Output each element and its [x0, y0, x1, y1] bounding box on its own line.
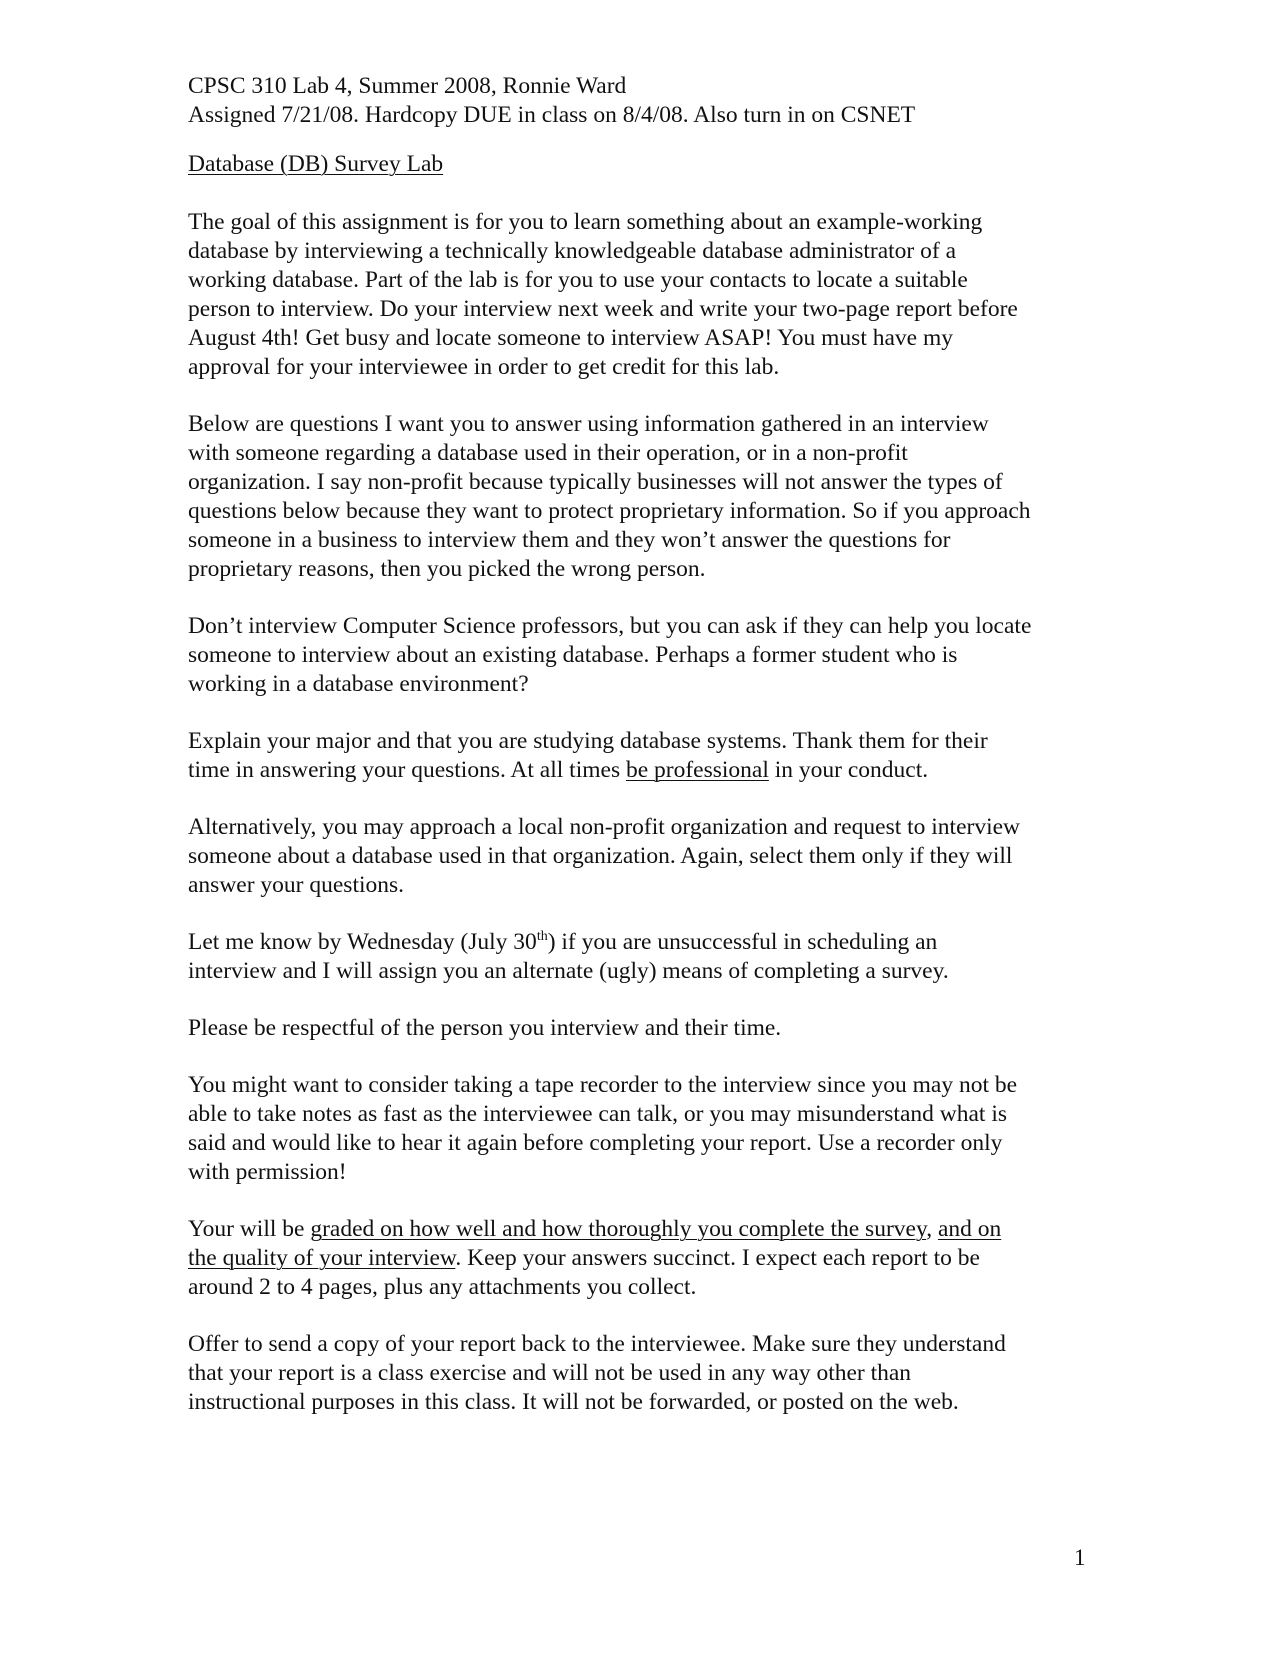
text-run: Let me know by Wednesday (July 30 [188, 929, 537, 955]
paragraph-line: Alternatively, you may approach a local non-profit organization and request to interview [188, 814, 1021, 840]
be-professional-underlined: be professional [625, 757, 769, 783]
paragraph-line: someone in a business to interview them and they won’t answer the questions for [188, 527, 951, 553]
paragraph-line [188, 1215, 1108, 1244]
paragraph-line [188, 756, 1108, 785]
paragraph-line: working database. Part of the lab is for you to use your contacts to locate a suitable [188, 267, 968, 293]
paragraph-line: The goal of this assignment is for you to learn something about an example-working [188, 209, 983, 235]
paragraph-line: with someone regarding a database used in their operation, or in a non-profit [188, 440, 908, 466]
paragraph-offer [188, 1330, 1108, 1417]
document-header [188, 72, 1108, 130]
ordinal-superscript: th [536, 929, 548, 945]
paragraph-graded [188, 1215, 1108, 1302]
paragraph-line: database by interviewing a technically knowledgeable database administrator of a [188, 238, 957, 264]
paragraph-line: interview and I will assign you an alternate (ugly) means of completing a survey. [188, 958, 949, 984]
text-run: Your will be [188, 1216, 311, 1242]
paragraph-professors [188, 612, 1108, 699]
graded-underlined: graded on how well and how thoroughly you complete the survey [310, 1216, 927, 1242]
paragraph-line: organization. I say non-profit because typically businesses will not answer the types of [188, 469, 1003, 495]
paragraph-let-me-know [188, 928, 1108, 986]
text-run: , [926, 1216, 938, 1242]
paragraph-line: Below are questions I want you to answer using information gathered in an interview [188, 411, 989, 437]
paragraph-explain [188, 727, 1108, 785]
page-number: 1 [1074, 1545, 1086, 1570]
document-page [188, 72, 1108, 1417]
paragraph-line: someone to interview about an existing database. Perhaps a former student who is [188, 642, 958, 668]
paragraph-line: around 2 to 4 pages, plus any attachments you collect. [188, 1274, 697, 1300]
paragraph-line: proprietary reasons, then you picked the wrong person. [188, 556, 706, 582]
and-on-underlined: and on [937, 1216, 1002, 1242]
paragraph-line: person to interview. Do your interview next week and write your two-page report before [188, 296, 1018, 322]
header-course-line: CPSC 310 Lab 4, Summer 2008, Ronnie Ward [188, 73, 627, 99]
text-run: in your conduct. [768, 757, 929, 783]
text-run: . Keep your answers succinct. I expect each report to be [455, 1245, 980, 1271]
paragraph-line: Don’t interview Computer Science professors, but you can ask if they can help you locate [188, 613, 1032, 639]
paragraph-line: answer your questions. [188, 872, 405, 898]
paragraph-alternatively [188, 813, 1108, 900]
paragraph-line: Please be respectful of the person you interview and their time. [188, 1015, 782, 1041]
paragraph-line: that your report is a class exercise and will not be used in any way other than [188, 1360, 912, 1386]
paragraph-line: said and would like to hear it again before completing your report. Use a recorder only [188, 1130, 1003, 1156]
paragraph-questions [188, 410, 1108, 584]
paragraph-line: with permission! [188, 1159, 347, 1185]
paragraph-goal [188, 208, 1108, 382]
paragraph-line: Offer to send a copy of your report back to the interviewee. Make sure they understand [188, 1331, 1006, 1357]
quality-underlined: the quality of your interview [188, 1245, 456, 1271]
lab-title: Database (DB) Survey Lab [188, 151, 444, 177]
paragraph-line [188, 928, 1108, 957]
paragraph-line: questions below because they want to protect proprietary information. So if you approach [188, 498, 1031, 524]
paragraph-recorder [188, 1071, 1108, 1187]
header-assigned-line: Assigned 7/21/08. Hardcopy DUE in class on 8/4/08. Also turn in on CSNET [188, 102, 916, 128]
paragraph-line: someone about a database used in that organization. Again, select them only if they will [188, 843, 1013, 869]
paragraph-line: able to take notes as fast as the interviewee can talk, or you may misunderstand what is [188, 1101, 1007, 1127]
text-run: ) if you are unsuccessful in scheduling an [547, 929, 938, 955]
paragraph-line: approval for your interviewee in order to get credit for this lab. [188, 354, 780, 380]
text-run: time in answering your questions. At all times [188, 757, 626, 783]
paragraph-line: August 4th! Get busy and locate someone to interview ASAP! You must have my [188, 325, 953, 351]
paragraph-line: instructional purposes in this class. It will not be forwarded, or posted on the web. [188, 1389, 959, 1415]
paragraph-line: You might want to consider taking a tape recorder to the interview since you may not be [188, 1072, 1018, 1098]
paragraph-line [188, 1244, 1108, 1273]
paragraph-respectful [188, 1014, 1108, 1043]
paragraph-line: working in a database environment? [188, 671, 529, 697]
paragraph-line: Explain your major and that you are studying database systems. Thank them for their [188, 728, 988, 754]
